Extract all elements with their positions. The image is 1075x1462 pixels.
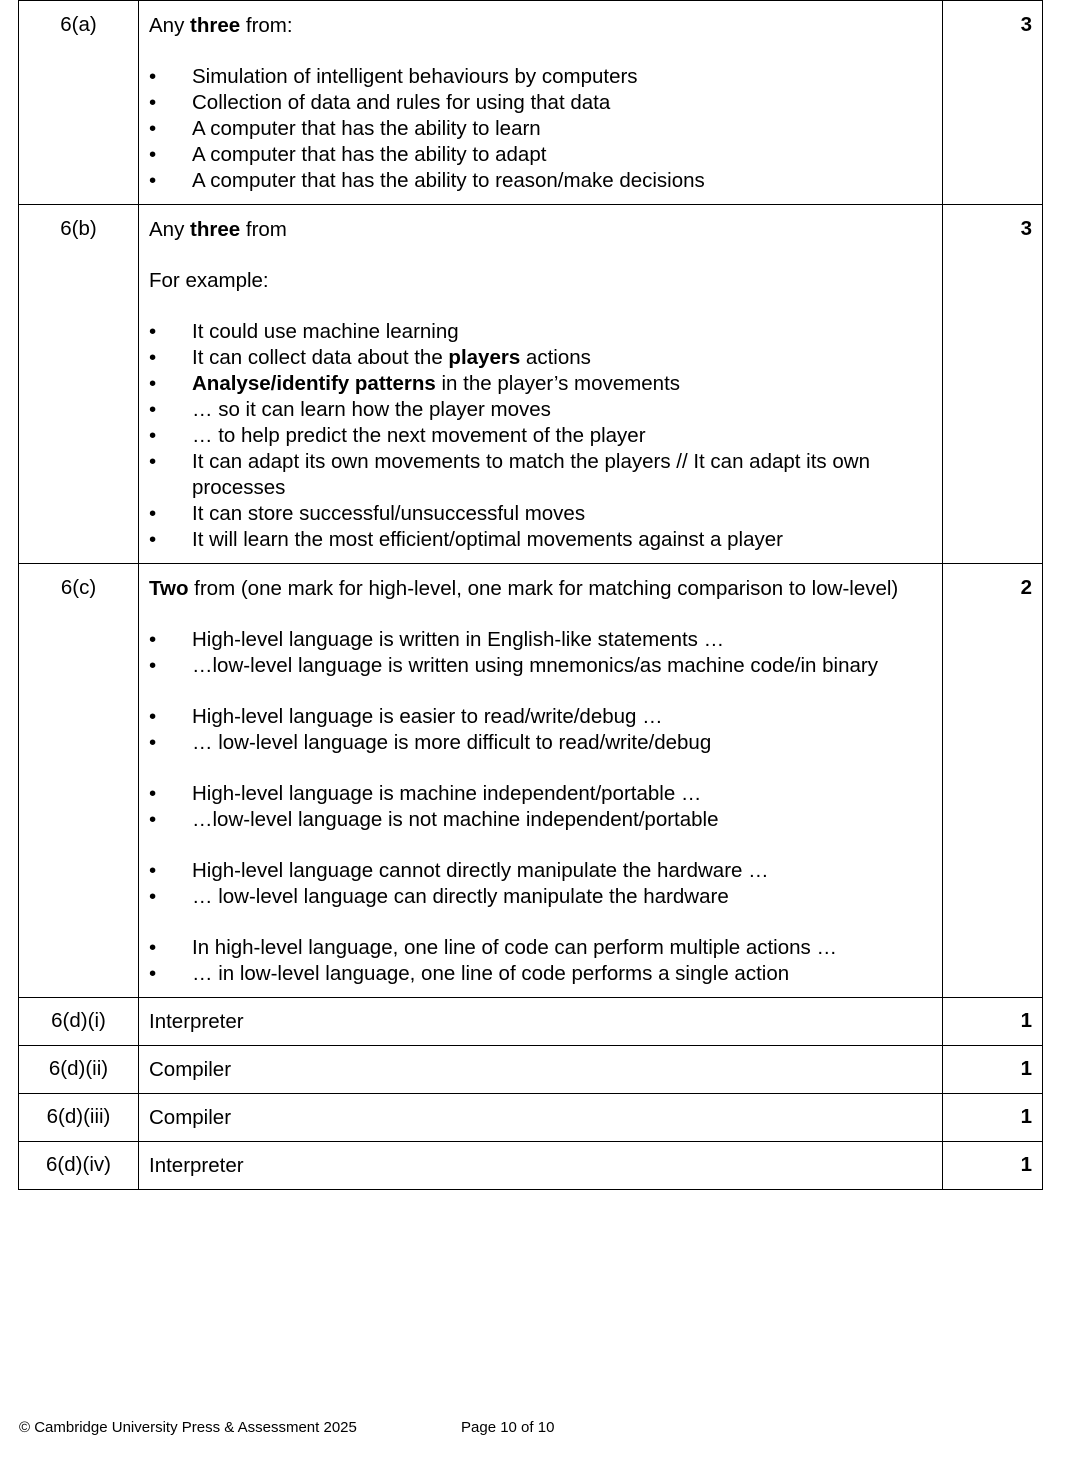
bullet-item: [149, 653, 932, 679]
bullet-item: [149, 168, 932, 194]
text-segment: It can collect data about the: [192, 346, 449, 369]
marks-value: 1: [943, 998, 1043, 1046]
bullet-item: [149, 90, 932, 116]
bullet-icon: •: [149, 372, 157, 395]
bullet-icon: •: [149, 65, 157, 88]
text-segment: It could use machine learning: [192, 320, 459, 343]
text-segment: It can store successful/unsuccessful moves: [192, 502, 586, 525]
mark-scheme-row: [19, 564, 1043, 998]
footer-page-number: Page 10 of 10: [461, 1419, 555, 1436]
text-segment: Compiler: [149, 1106, 232, 1129]
bullet-icon: •: [149, 962, 157, 985]
question-number: 6(b): [19, 205, 139, 564]
text-segment: A computer that has the ability to reason/make decisions: [192, 169, 705, 192]
text-segment: Interpreter: [149, 1010, 244, 1033]
text-segment: … so it can learn how the player moves: [192, 398, 551, 421]
bullet-list: [149, 627, 932, 679]
text-segment: A computer that has the ability to adapt: [192, 143, 547, 166]
text-segment: …low-level language is not machine independent/portable: [192, 808, 719, 831]
question-number: 6(d)(i): [19, 998, 139, 1046]
bullet-item: [149, 961, 932, 987]
mark-scheme-row: [19, 205, 1043, 564]
answer-text: [149, 268, 932, 294]
text-segment: … low-level language is more difficult to read/write/debug: [192, 731, 712, 754]
text-segment: from:: [240, 14, 293, 37]
bullet-icon: •: [149, 143, 157, 166]
answer-cell: [139, 1094, 943, 1142]
bullet-icon: •: [149, 782, 157, 805]
bullet-item: [149, 858, 932, 884]
bullet-item: [149, 142, 932, 168]
bullet-list: [149, 781, 932, 833]
mark-scheme-row: [19, 1046, 1043, 1094]
bullet-item: [149, 704, 932, 730]
text-segment: A computer that has the ability to learn: [192, 117, 541, 140]
bullet-list: [149, 704, 932, 756]
mark-scheme-body: [19, 1, 1043, 1190]
bullet-icon: •: [149, 936, 157, 959]
bullet-list: [149, 64, 932, 194]
text-segment: … in low-level language, one line of code performs a single action: [192, 962, 790, 985]
answer-text: [149, 1009, 932, 1035]
bold-text: players: [448, 346, 521, 369]
mark-scheme-table: [18, 0, 1043, 1190]
bullet-item: [149, 527, 932, 553]
answer-text: [149, 1057, 932, 1083]
bullet-icon: •: [149, 654, 157, 677]
bold-text: Two: [149, 577, 189, 600]
answer-text: [149, 1153, 932, 1179]
bullet-icon: •: [149, 91, 157, 114]
bullet-item: [149, 627, 932, 653]
text-segment: High-level language cannot directly manipulate the hardware …: [192, 859, 769, 882]
bullet-item: [149, 781, 932, 807]
bullet-item: [149, 884, 932, 910]
bullet-item: [149, 371, 932, 397]
bullet-icon: •: [149, 450, 157, 473]
answer-cell: [139, 205, 943, 564]
answer-cell: [139, 998, 943, 1046]
text-segment: Any: [149, 218, 191, 241]
text-segment: High-level language is written in English-like statements …: [192, 628, 725, 651]
text-segment: from: [240, 218, 287, 241]
mark-scheme-row: [19, 1, 1043, 205]
text-segment: Any: [149, 14, 191, 37]
bold-text: three: [190, 14, 241, 37]
bullet-item: [149, 319, 932, 345]
bullet-item: [149, 935, 932, 961]
bullet-item: [149, 345, 932, 371]
bullet-icon: •: [149, 808, 157, 831]
mark-scheme-row: [19, 998, 1043, 1046]
text-segment: actions: [520, 346, 591, 369]
text-segment: Interpreter: [149, 1154, 244, 1177]
answer-cell: [139, 1142, 943, 1190]
marks-value: 1: [943, 1142, 1043, 1190]
question-number: 6(d)(iv): [19, 1142, 139, 1190]
text-segment: High-level language is easier to read/write/debug …: [192, 705, 663, 728]
bullet-list: [149, 935, 932, 987]
bullet-icon: •: [149, 346, 157, 369]
answer-cell: [139, 1046, 943, 1094]
text-segment: High-level language is machine independent/portable …: [192, 782, 702, 805]
bullet-icon: •: [149, 320, 157, 343]
question-number: 6(c): [19, 564, 139, 998]
text-segment: …low-level language is written using mnemonics/as machine code/in binary: [192, 654, 878, 677]
bullet-item: [149, 501, 932, 527]
bullet-icon: •: [149, 628, 157, 651]
text-segment: Collection of data and rules for using that data: [192, 91, 611, 114]
text-segment: in the player’s movements: [435, 372, 681, 395]
text-segment: It will learn the most efficient/optimal movements against a player: [192, 528, 783, 551]
bullet-list: [149, 858, 932, 910]
marks-value: 3: [943, 1, 1043, 205]
bullet-item: [149, 807, 932, 833]
bullet-icon: •: [149, 528, 157, 551]
text-segment: For example:: [149, 269, 269, 292]
bullet-item: [149, 64, 932, 90]
bullet-item: [149, 730, 932, 756]
answer-text: [149, 576, 932, 602]
question-number: 6(d)(iii): [19, 1094, 139, 1142]
bold-text: Analyse/identify patterns: [192, 372, 436, 395]
marks-value: 1: [943, 1094, 1043, 1142]
marks-value: 1: [943, 1046, 1043, 1094]
answer-text: [149, 13, 932, 39]
text-segment: In high-level language, one line of code can perform multiple actions …: [192, 936, 837, 959]
bullet-icon: •: [149, 169, 157, 192]
bullet-icon: •: [149, 859, 157, 882]
text-segment: Compiler: [149, 1058, 232, 1081]
bullet-item: [149, 449, 932, 501]
bullet-item: [149, 397, 932, 423]
bullet-list: [149, 319, 932, 553]
bullet-icon: •: [149, 885, 157, 908]
bullet-icon: •: [149, 502, 157, 525]
marks-value: 3: [943, 205, 1043, 564]
bullet-icon: •: [149, 424, 157, 447]
text-segment: … to help predict the next movement of the player: [192, 424, 646, 447]
bold-text: three: [190, 218, 241, 241]
question-number: 6(a): [19, 1, 139, 205]
footer-copyright: © Cambridge University Press & Assessment 2025: [19, 1419, 357, 1436]
answer-text: [149, 1105, 932, 1131]
bullet-icon: •: [149, 705, 157, 728]
bullet-icon: •: [149, 398, 157, 421]
bullet-item: [149, 116, 932, 142]
bullet-icon: •: [149, 731, 157, 754]
text-segment: It can adapt its own movements to match the players // It can adapt its own processes: [192, 450, 870, 499]
bullet-icon: •: [149, 117, 157, 140]
answer-cell: [139, 564, 943, 998]
mark-scheme-row: [19, 1094, 1043, 1142]
question-number: 6(d)(ii): [19, 1046, 139, 1094]
text-segment: … low-level language can directly manipulate the hardware: [192, 885, 729, 908]
answer-cell: [139, 1, 943, 205]
mark-scheme-row: [19, 1142, 1043, 1190]
text-segment: Simulation of intelligent behaviours by computers: [192, 65, 638, 88]
answer-text: [149, 217, 932, 243]
marks-value: 2: [943, 564, 1043, 998]
bullet-item: [149, 423, 932, 449]
text-segment: from (one mark for high-level, one mark for matching comparison to low-level): [188, 577, 899, 600]
